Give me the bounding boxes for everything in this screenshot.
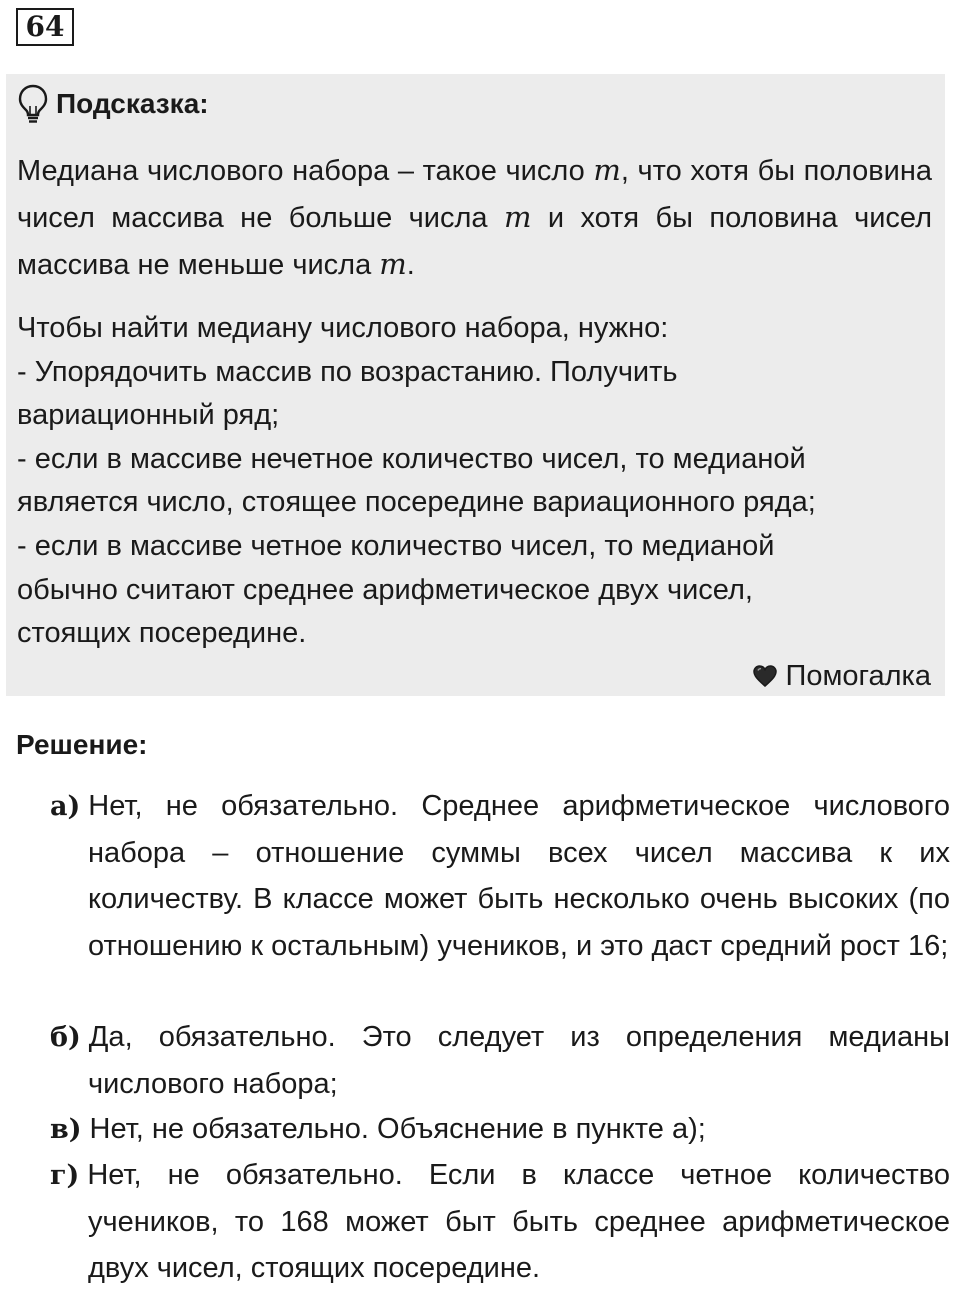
hint-title: Подсказка:: [56, 88, 209, 119]
answer-g: [50, 1152, 950, 1292]
answer-text: Да, обязательно. Это следует из определения медианы числового набора;: [88, 1021, 950, 1101]
answer-text: Нет, не обязательно. Среднее арифметическое числового набора – отношение суммы всех чисел массива к их количеству. В классе может быть несколько очень высоких (по отношению к остальным) учеников, и это даст средний рост 16;: [88, 790, 950, 962]
answer-letter: а): [50, 791, 81, 822]
answer-letter: г): [50, 1160, 80, 1191]
step-line: - если в массиве четное количество чисел, то медианой: [17, 529, 775, 562]
answer-a: [50, 783, 950, 969]
variable-m: m: [379, 247, 407, 281]
signature: [752, 656, 931, 696]
step-line: - Упорядочить массив по возрастанию. Получить: [17, 355, 678, 388]
answer-text: Нет, не обязательно. Если в классе четное количество учеников, то 168 может быт быть среднее арифметическое двух чисел, стоящих посередине.: [87, 1159, 950, 1285]
median-steps: [17, 307, 932, 656]
step-line: вариационный ряд;: [17, 399, 280, 432]
steps-intro: Чтобы найти медиану числового набора, нужно:: [17, 312, 669, 344]
step-line: обычно считают среднее арифметическое двух чисел,: [17, 573, 753, 606]
task-number: 64: [16, 8, 74, 46]
answer-letter: в): [50, 1114, 82, 1145]
step-line: стоящих посередине.: [17, 617, 307, 650]
lightbulb-icon: [18, 84, 48, 124]
answer-b: [50, 1014, 950, 1107]
answer-text: Нет, не обязательно. Объяснение в пункте а);: [89, 1113, 706, 1145]
heart-icon: [752, 664, 778, 688]
step-line: - если в массиве нечетное количество чисел, то медианой: [17, 442, 806, 475]
hint-box: [6, 74, 945, 696]
solution-title: Решение:: [16, 729, 148, 760]
variable-m: m: [593, 153, 621, 187]
hint-header: [18, 82, 209, 126]
variable-m: m: [503, 200, 532, 234]
signature-text: Помогалка: [785, 659, 931, 692]
answer-letter: б): [50, 1022, 81, 1053]
step-line: является число, стоящее посередине вариационного ряда;: [17, 486, 816, 519]
median-definition: Медиана числового набора – такое число m, что хотя бы половина чисел массива не больше числа m и хотя бы половина чисел массива не меньше числа m.: [17, 153, 932, 281]
answer-v: [50, 1106, 950, 1153]
